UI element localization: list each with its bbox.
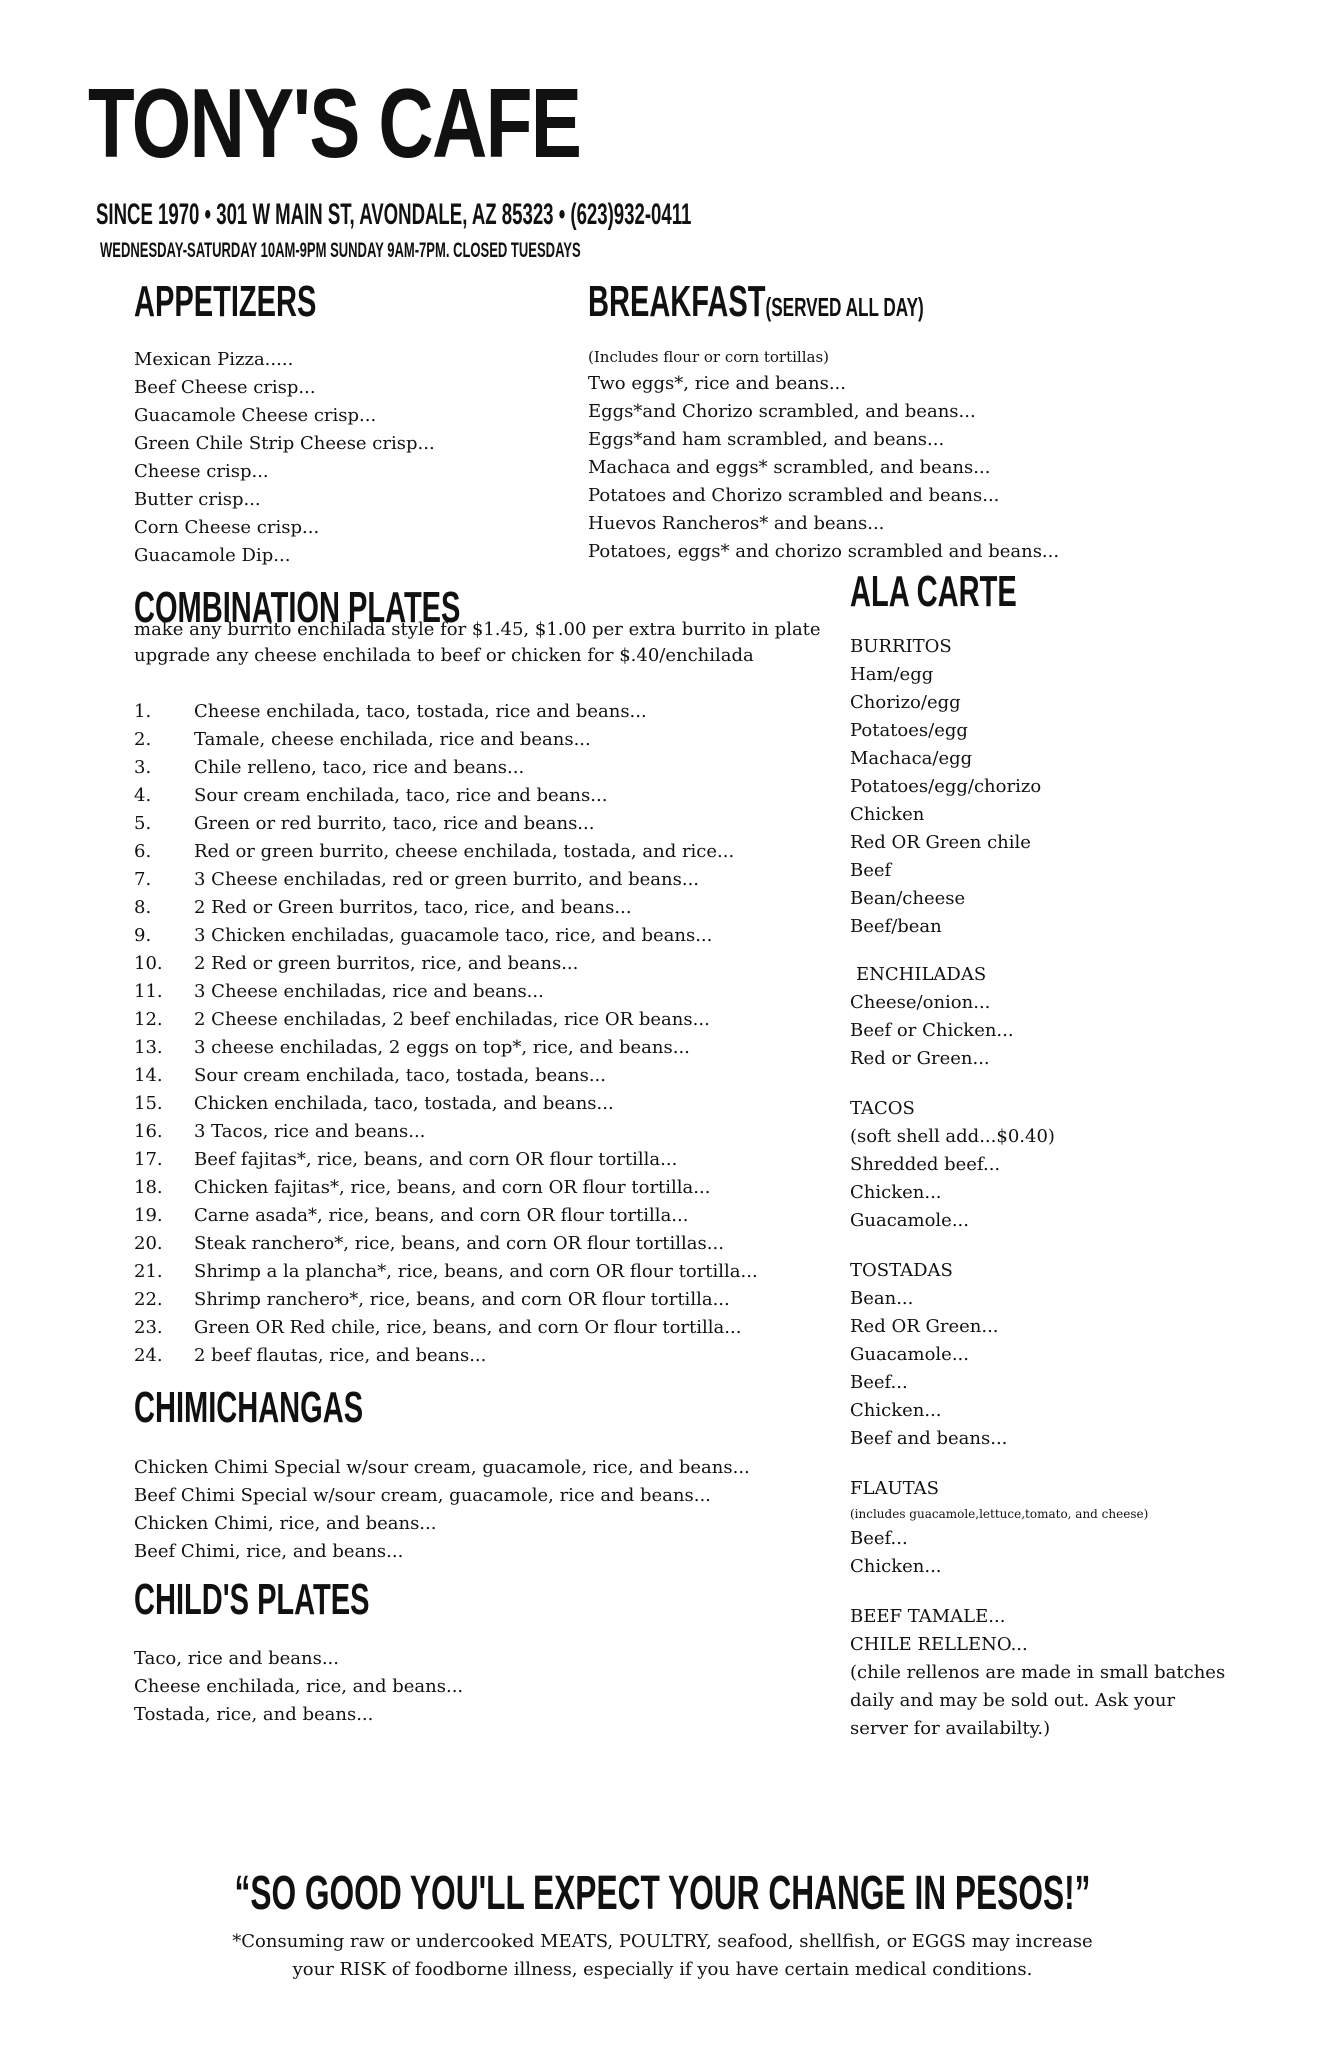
list-item: Corn Cheese crisp... [134,517,320,538]
list-item: Beef and beans... [850,1428,1008,1449]
table-row [134,1286,758,1314]
list-item: Chicken... [850,1182,942,1203]
chimichangas-list [134,1454,750,1566]
list-item: Guacamole... [850,1210,969,1231]
list-item: Machaca and eggs* scrambled, and beans... [588,457,991,478]
list-item: Chicken Chimi, rice, and beans... [134,1513,437,1534]
burritos-list [850,661,1225,941]
list-item: Green Chile Strip Cheese crisp... [134,433,435,454]
item-number: 12. [134,1009,163,1030]
item-number: 15. [134,1093,163,1114]
breakfast-served-note: (SERVED ALL DAY) [765,292,924,322]
enchiladas-title: ENCHILADAS [856,964,987,985]
item-text: Chile relleno, taco, rice and beans... [194,757,525,778]
list-item: Two eggs*, rice and beans... [588,373,846,394]
list-item: Guacamole... [850,1344,969,1365]
combination-note: upgrade any cheese enchilada to beef or chicken for $.40/enchilada [134,645,754,666]
item-text: Steak ranchero*, rice, beans, and corn OR flour tortillas... [194,1233,724,1254]
item-text: Shrimp ranchero*, rice, beans, and corn OR flour tortilla... [194,1289,730,1310]
list-item: Eggs*and Chorizo scrambled, and beans... [588,401,976,422]
health-warning [0,1928,1325,1984]
list-item: Eggs*and ham scrambled, and beans... [588,429,945,450]
item-text: 2 Red or green burritos, rice, and beans... [194,953,579,974]
item-text: 2 beef flautas, rice, and beans... [194,1345,487,1366]
table-row [134,1174,758,1202]
item-text: 3 Cheese enchiladas, rice and beans... [194,981,544,1002]
item-text: 2 Cheese enchiladas, 2 beef enchiladas, rice OR beans... [194,1009,710,1030]
note-line: (chile rellenos are made in small batches [850,1662,1226,1683]
table-row [134,1230,758,1258]
item-text: Shrimp a la plancha*, rice, beans, and corn OR flour tortilla... [194,1261,758,1282]
combination-list [134,698,758,1370]
note-line: server for availabilty.) [850,1718,1051,1739]
item-text: Chicken fajitas*, rice, beans, and corn OR flour tortilla... [194,1177,711,1198]
list-item: Cheese crisp... [134,461,269,482]
item-number: 18. [134,1177,163,1198]
list-item: Beef/bean [850,916,942,937]
table-row [134,978,758,1006]
list-item: Potatoes, eggs* and chorizo scrambled and beans... [588,541,1060,562]
table-row [134,782,758,810]
item-number: 9. [134,925,152,946]
item-number: 7. [134,869,152,890]
list-item: Potatoes/egg/chorizo [850,776,1042,797]
list-item: Beef... [850,1372,908,1393]
table-row [134,810,758,838]
item-text: 3 Chicken enchiladas, guacamole taco, rice, and beans... [194,925,713,946]
table-row [134,838,758,866]
list-item: Guacamole Dip... [134,545,291,566]
item-text: Tamale, cheese enchilada, rice and beans... [194,729,591,750]
breakfast-heading [588,277,924,326]
table-row [134,698,758,726]
item-number: 14. [134,1065,163,1086]
list-item: Beef [850,860,892,881]
relleno-note [850,1659,1225,1743]
item-number: 21. [134,1261,163,1282]
table-row [134,922,758,950]
item-text: Carne asada*, rice, beans, and corn OR flour tortilla... [194,1205,689,1226]
list-item: CHILE RELLENO... [850,1634,1028,1655]
tacos-title: TACOS [850,1098,915,1119]
table-row [134,1006,758,1034]
restaurant-info: SINCE 1970 • 301 W MAIN ST, AVONDALE, AZ 85323 • (623)932-0411 [96,198,692,231]
item-number: 1. [134,701,152,722]
table-row [134,894,758,922]
item-number: 19. [134,1205,163,1226]
list-item: Chicken Chimi Special w/sour cream, guacamole, rice, and beans... [134,1457,750,1478]
item-number: 20. [134,1233,163,1254]
list-item: Beef or Chicken... [850,1020,1014,1041]
list-item: Cheese/onion... [850,992,991,1013]
flautas-title: FLAUTAS [850,1478,939,1499]
restaurant-title: TONY'S CAFE [88,68,581,178]
list-item: Bean... [850,1288,914,1309]
item-number: 11. [134,981,163,1002]
item-text: 2 Red or Green burritos, taco, rice, and beans... [194,897,632,918]
breakfast-note: (Includes flour or corn tortillas) [588,348,830,366]
list-item: Tostada, rice, and beans... [134,1704,374,1725]
item-number: 17. [134,1149,163,1170]
flautas-note: (includes guacamole,lettuce,tomato, and cheese) [850,1507,1149,1521]
item-text: 3 Tacos, rice and beans... [194,1121,426,1142]
item-number: 4. [134,785,152,806]
item-text: Chicken enchilada, taco, tostada, and beans... [194,1093,614,1114]
list-item: Guacamole Cheese crisp... [134,405,377,426]
list-item: Beef... [850,1528,908,1549]
table-row [134,1314,758,1342]
table-row [134,1090,758,1118]
table-row [134,866,758,894]
list-item: Red OR Green chile [850,832,1031,853]
list-item: Potatoes/egg [850,720,968,741]
list-item: BEEF TAMALE... [850,1606,1006,1627]
breakfast-title: BREAKFAST [588,277,766,326]
item-number: 22. [134,1289,163,1310]
list-item: Huevos Rancheros* and beans... [588,513,885,534]
restaurant-hours: WEDNESDAY-SATURDAY 10AM-9PM SUNDAY 9AM-7PM. CLOSED TUESDAYS [100,239,581,262]
note-line: daily and may be sold out. Ask your [850,1690,1176,1711]
list-item: Red OR Green... [850,1316,999,1337]
chimichangas-heading: CHIMICHANGAS [134,1383,364,1432]
list-item: Beef Chimi, rice, and beans... [134,1541,404,1562]
item-text: Cheese enchilada, taco, tostada, rice and beans... [194,701,647,722]
item-number: 2. [134,729,152,750]
tostadas-title: TOSTADAS [850,1260,953,1281]
item-text: Green or red burrito, taco, rice and beans... [194,813,595,834]
appetizers-heading: APPETIZERS [134,277,317,326]
item-text: 3 Cheese enchiladas, red or green burrito, and beans... [194,869,700,890]
list-item: Mexican Pizza..... [134,349,294,370]
table-row [134,1258,758,1286]
list-item: Machaca/egg [850,748,973,769]
table-row [134,1062,758,1090]
item-number: 10. [134,953,163,974]
childs-heading: CHILD'S PLATES [134,1575,370,1624]
list-item: Beef Cheese crisp... [134,377,316,398]
item-text: 3 cheese enchiladas, 2 eggs on top*, rice, and beans... [194,1037,690,1058]
list-item: Potatoes and Chorizo scrambled and beans... [588,485,1000,506]
item-text: Sour cream enchilada, taco, tostada, beans... [194,1065,607,1086]
table-row [134,1342,758,1370]
item-number: 5. [134,813,152,834]
extras-list [850,1603,1225,1659]
breakfast-list [588,370,1059,566]
list-item: Beef Chimi Special w/sour cream, guacamole, rice and beans... [134,1485,711,1506]
list-item: Chicken... [850,1556,942,1577]
table-row [134,1146,758,1174]
alacarte-heading: ALA CARTE [850,567,1017,616]
table-row [134,1034,758,1062]
childs-list [134,1645,463,1729]
warning-line: your RISK of foodborne illness, especially if you have certain medical conditions. [292,1959,1033,1980]
table-row [134,1202,758,1230]
list-item: Ham/egg [850,664,934,685]
list-item: Chicken [850,804,925,825]
tacos-note: (soft shell add...$0.40) [850,1126,1055,1147]
item-text: Red or green burrito, cheese enchilada, tostada, and rice... [194,841,735,862]
table-row [134,754,758,782]
table-row [134,1118,758,1146]
item-number: 13. [134,1037,163,1058]
enchiladas-list [850,989,1225,1073]
item-number: 24. [134,1345,163,1366]
table-row [134,950,758,978]
item-text: Sour cream enchilada, taco, rice and beans... [194,785,608,806]
list-item: Taco, rice and beans... [134,1648,339,1669]
list-item: Chicken... [850,1400,942,1421]
list-item: Bean/cheese [850,888,966,909]
slogan [0,1867,1325,1920]
list-item: Chorizo/egg [850,692,961,713]
tostadas-list [850,1285,1225,1453]
alacarte-column [850,633,1225,1743]
list-item: Butter crisp... [134,489,261,510]
list-item: Red or Green... [850,1048,990,1069]
list-item: Cheese enchilada, rice, and beans... [134,1676,464,1697]
item-text: Green OR Red chile, rice, beans, and corn Or flour tortilla... [194,1317,742,1338]
warning-line: *Consuming raw or undercooked MEATS, POULTRY, seafood, shellfish, or EGGS may increase [232,1931,1093,1952]
list-item: Shredded beef... [850,1154,1001,1175]
combination-heading: COMBINATION PLATES [134,583,461,632]
item-number: 16. [134,1121,163,1142]
item-number: 23. [134,1317,163,1338]
item-number: 6. [134,841,152,862]
tacos-list [850,1151,1225,1235]
combination-note: make any burrito enchilada style for $1.45, $1.00 per extra burrito in plate [134,619,821,640]
item-number: 8. [134,897,152,918]
slogan-text: “SO GOOD YOU'LL EXPECT YOUR CHANGE IN PESOS!” [234,1867,1091,1920]
flautas-list [850,1525,1225,1581]
item-text: Beef fajitas*, rice, beans, and corn OR flour tortilla... [194,1149,678,1170]
item-number: 3. [134,757,152,778]
table-row [134,726,758,754]
appetizers-list [134,346,435,570]
burritos-title: BURRITOS [850,636,952,657]
